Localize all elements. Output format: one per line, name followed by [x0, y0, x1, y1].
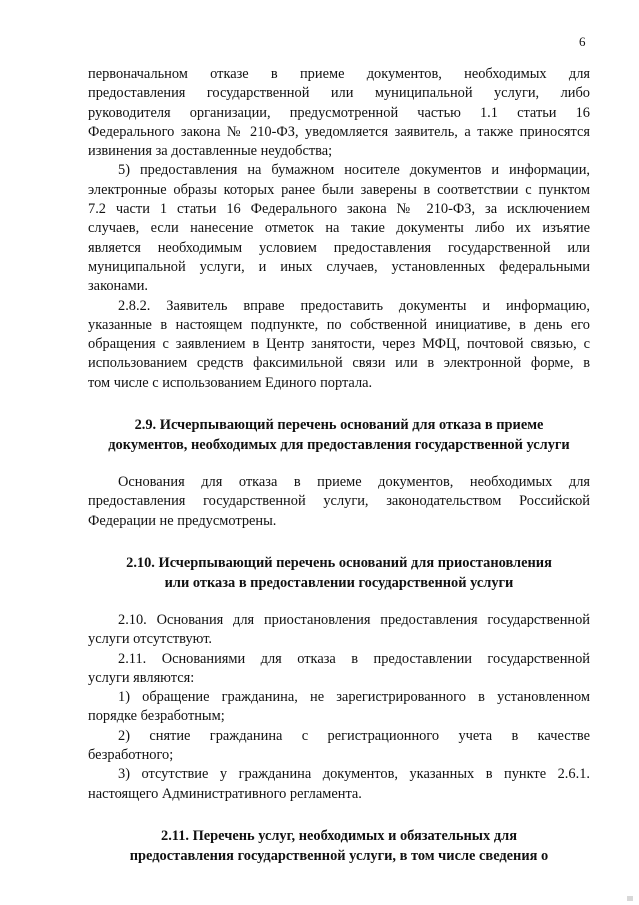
- text-line: муниципальной услуги, и иных случаев, установленных федеральными: [88, 258, 590, 275]
- heading-line: 2.10. Исчерпывающий перечень оснований для приостановления: [126, 554, 552, 571]
- text-line: 7.2 части 1 статьи 16 Федерального закона № 210-ФЗ, за исключением: [88, 201, 590, 218]
- section-heading-2-9: [88, 415, 590, 455]
- text-line: 3) отсутствие у гражданина документов, указанных в пункте 2.6.1.: [118, 766, 590, 783]
- heading-line: 2.9. Исчерпывающий перечень оснований для отказа в приеме: [134, 417, 544, 434]
- text-line: использованием средств факсимильной связи или в электронной форме, в: [88, 355, 590, 372]
- paragraph-2-9-body: [88, 473, 590, 531]
- text-line: является необходимым условием предоставления государственной или: [88, 239, 590, 256]
- text-line: 2) снятие гражданина с регистрационного учета в качестве: [118, 727, 590, 744]
- list-item-3: [88, 765, 590, 804]
- heading-line: документов, необходимых для предоставления государственной услуги: [108, 437, 570, 454]
- text-line: безработного;: [88, 747, 174, 764]
- text-line: указанные в настоящем подпункте, по собственной инициативе, в день его: [88, 316, 590, 333]
- text-line: электронные образы которых ранее были заверены в соответствии с пунктом: [88, 181, 590, 198]
- list-item-2: [88, 727, 590, 766]
- section-heading-2-11: [88, 826, 590, 866]
- text-line: обращения с заявлением в Центр занятости, через МФЦ, почтовой связью, с: [88, 336, 590, 353]
- heading-line: или отказа в предоставлении государственной услуги: [164, 574, 514, 591]
- text-line: Основания для отказа в приеме документов, необходимых для: [118, 474, 590, 491]
- text-line: случаев, если нанесение отметок на такие документы либо их изъятие: [88, 220, 590, 237]
- text-line: том числе с использованием Единого портала.: [88, 374, 373, 391]
- text-line: первоначальном отказе в приеме документов, необходимых для: [88, 66, 590, 82]
- text-line: услуги отсутствуют.: [88, 631, 213, 648]
- text-line: настоящего Административного регламента.: [88, 785, 362, 802]
- section-heading-2-10: [88, 553, 590, 593]
- text-line: законами.: [88, 278, 149, 295]
- text-line: предоставления государственной или муниципальной услуги, либо: [88, 85, 590, 102]
- heading-line: предоставления государственной услуги, в том числе сведения о: [129, 847, 549, 864]
- paragraph-2-8-2: [88, 297, 590, 393]
- text-line: услуги являются:: [88, 669, 195, 686]
- text-line: 1) обращение гражданина, не зарегистрированного в установленном: [118, 689, 590, 706]
- text-line: извинения за доставленные неудобства;: [88, 143, 333, 160]
- paragraph-2-10: [88, 611, 590, 650]
- text-line: Федерального закона № 210-ФЗ, уведомляется заявитель, а также приносятся: [88, 123, 590, 140]
- scan-artifact: [627, 896, 633, 901]
- heading-line: 2.11. Перечень услуг, необходимых и обязательных для: [161, 827, 517, 844]
- text-line: порядке безработным;: [88, 708, 225, 725]
- document-body: [88, 65, 590, 866]
- text-line: предоставления государственной услуги, законодательством Российской: [88, 493, 590, 510]
- text-line: Федерации не предусмотрены.: [88, 512, 277, 529]
- text-line: 2.11. Основаниями для отказа в предоставлении государственной: [118, 650, 590, 667]
- text-line: 2.10. Основания для приостановления предоставления государственной: [118, 611, 590, 628]
- list-item-1: [88, 688, 590, 727]
- paragraph-item-5: [88, 161, 590, 296]
- text-line: 2.8.2. Заявитель вправе предоставить документы и информацию,: [118, 297, 590, 314]
- text-line: руководителя организации, предусмотренной частью 1.1 статьи 16: [88, 104, 590, 121]
- page-number: 6: [579, 34, 586, 49]
- paragraph-continuation: [88, 65, 590, 161]
- text-line: 5) предоставления на бумажном носителе документов и информации,: [118, 162, 590, 179]
- paragraph-2-11: [88, 650, 590, 689]
